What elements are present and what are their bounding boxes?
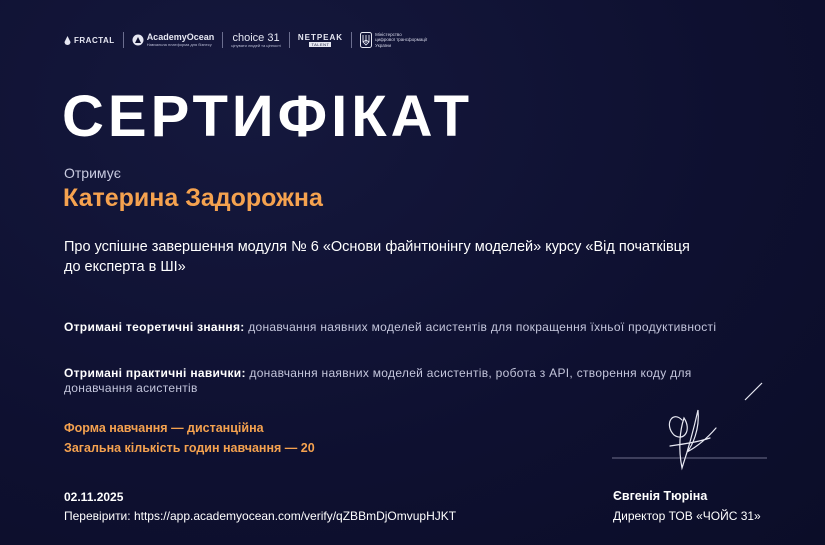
study-form: Форма навчання — дистанційна bbox=[64, 421, 264, 435]
choice-logo bbox=[231, 33, 281, 48]
netpeak-logo bbox=[298, 33, 343, 47]
recipient-name: Катерина Задорожна bbox=[63, 184, 323, 212]
issue-date: 02.11.2025 bbox=[64, 490, 124, 504]
fractal-logo-text: FRACTAL bbox=[74, 35, 115, 45]
choice-name: choice 31 bbox=[232, 31, 280, 44]
ministry-line-2: цифрової трансформації bbox=[375, 37, 428, 43]
signature-image bbox=[612, 380, 782, 480]
partner-logos bbox=[64, 30, 427, 50]
ministry-line-3: України bbox=[375, 42, 391, 48]
logo-divider bbox=[123, 32, 124, 48]
academyocean-tagline: Навчальна платформа для бізнесу bbox=[146, 42, 212, 47]
completion-text: Про успішне завершення модуля № 6 «Основи файнтюнінгу моделей» курсу «Від початківця до експерта в ШІ» bbox=[64, 239, 690, 275]
verify-label: Перевірити: bbox=[64, 509, 131, 523]
practice-text: донавчання наявних моделей асистентів, робота з API, створення коду для донавчання асистентів bbox=[64, 366, 692, 395]
academyocean-logo bbox=[132, 33, 215, 47]
choice-tagline: цінувати людей та цінності bbox=[231, 42, 281, 48]
netpeak-name: NETPEAK bbox=[297, 33, 344, 42]
netpeak-tagline: TALENT bbox=[311, 42, 330, 47]
verify-line bbox=[64, 509, 456, 523]
verify-link[interactable]: https://app.academyocean.com/verify/qZBBmDjOmvupHJKT bbox=[133, 509, 457, 523]
trident-icon bbox=[360, 32, 372, 48]
recipient-label: Отримує bbox=[64, 165, 121, 181]
fractal-drop-icon bbox=[64, 36, 71, 45]
theory-label: Отримані теоретичні знання: bbox=[64, 320, 245, 334]
practice-label: Отримані практичні навички: bbox=[64, 366, 246, 380]
logo-divider bbox=[289, 32, 290, 48]
logo-divider bbox=[351, 32, 352, 48]
logo-divider bbox=[222, 32, 223, 48]
fractal-logo bbox=[64, 36, 115, 45]
signer-name: Євгенія Тюріна bbox=[613, 489, 708, 503]
signer-role: Директор ТОВ «ЧОЙС 31» bbox=[613, 509, 761, 523]
theory-skills bbox=[64, 320, 724, 335]
ministry-line-1: Міністерство bbox=[375, 31, 402, 37]
academyocean-name: AcademyOcean bbox=[146, 32, 215, 42]
theory-text: донавчання наявних моделей асистентів для покращення їхньої продуктивності bbox=[248, 320, 717, 334]
ministry-logo bbox=[360, 32, 427, 49]
study-hours: Загальна кількість годин навчання — 20 bbox=[64, 441, 315, 455]
certificate-title: СЕРТИФІКАТ bbox=[62, 84, 474, 149]
academyocean-icon bbox=[132, 34, 144, 46]
